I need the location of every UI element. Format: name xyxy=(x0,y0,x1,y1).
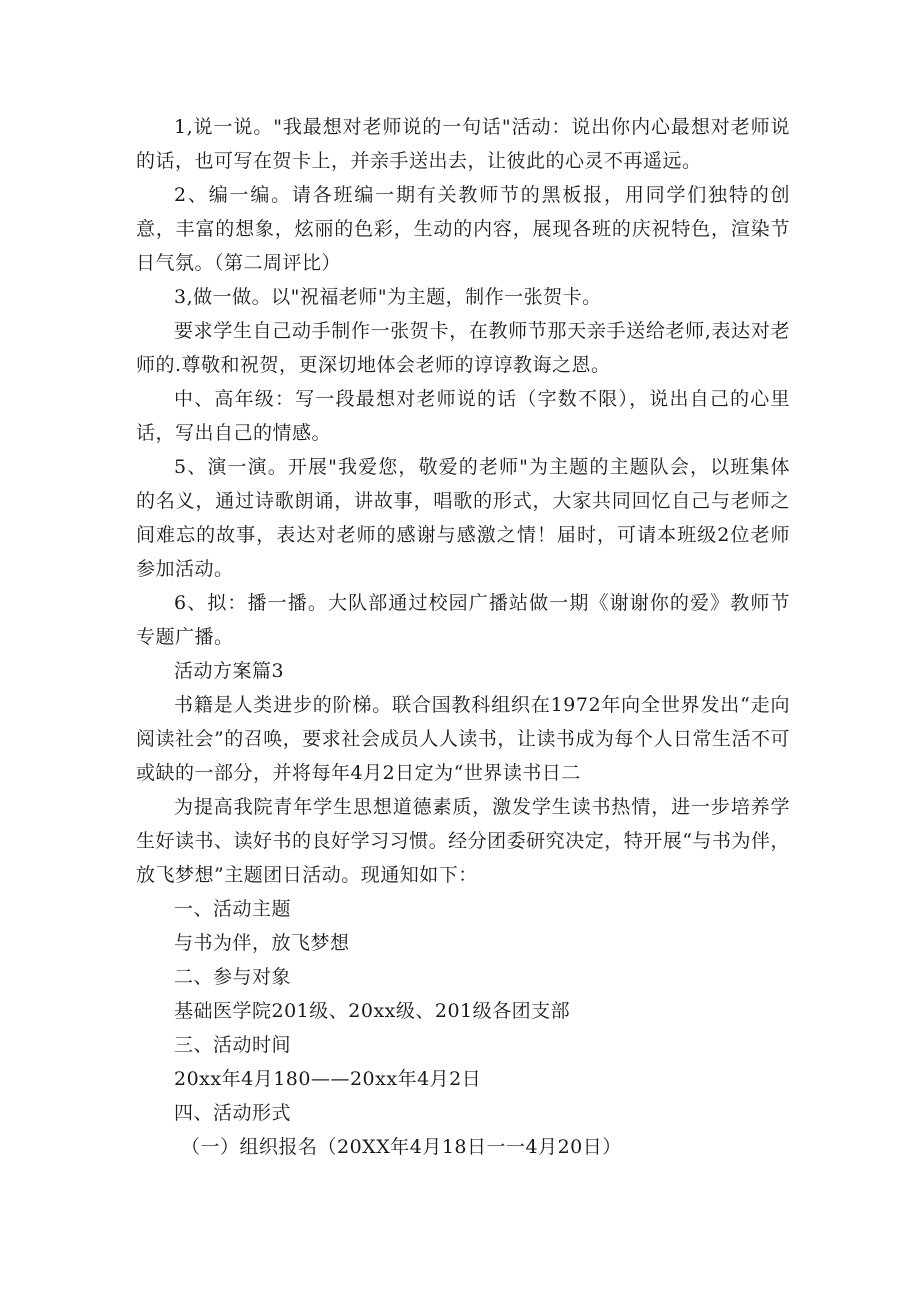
document-body xyxy=(136,110,790,1164)
paragraph-item-6: 6、拟：播一播。大队部通过校园广播站做一期《谢谢你的爱》教师节专题广播。 xyxy=(136,592,790,648)
participants-value: 基础医学院201级、20xx级、201级各团支部 xyxy=(174,1000,571,1022)
paragraph-requirement: 要求学生自己动手制作一张贺卡，在教师节那天亲手送给老师,表达对老师的.尊敬和祝贺，更深切地体会老师的谆谆教诲之恩。 xyxy=(136,320,790,376)
heading-activity-theme: 一、活动主题 xyxy=(174,898,292,920)
paragraph-senior-grade: 中、高年级：写一段最想对老师说的话（字数不限），说出自己的心里话，写出自己的情感。 xyxy=(136,388,790,444)
heading-activity-time: 三、活动时间 xyxy=(174,1034,292,1056)
paragraph-item-3: 3,做一做。以"祝福老师"为主题，制作一张贺卡。 xyxy=(174,286,602,308)
heading-participants: 二、参与对象 xyxy=(174,966,292,988)
paragraph-item-1: 1,说一说。"我最想对老师说的一句话"活动：说出你内心最想对老师说的话，也可写在贺卡上，并亲手送出去，让彼此的心灵不再遥远。 xyxy=(136,116,790,172)
paragraph-item-2: 2、编一编。请各班编一期有关教师节的黑板报，用同学们独特的创意，丰富的想象，炫丽的色彩，生动的内容，展现各班的庆祝特色，渲染节日气氛。（第二周评比） xyxy=(136,184,790,274)
paragraph-notice: 为提高我院青年学生思想道德素质，激发学生读书热情，进一步培养学生好读书、读好书的良好学习习惯。经分团委研究决定，特开展“与书为伴，放飞梦想”主题团日活动。现通知如下： xyxy=(136,796,790,886)
paragraph-item-5: 5、演一演。开展"我爱您，敬爱的老师"为主题的主题队会，以班集体的名义，通过诗歌朗诵，讲故事，唱歌的形式，大家共同回忆自己与老师之间难忘的故事，表达对老师的感谢与感激之情！届时，可请本班级2位老师参加活动。 xyxy=(136,456,790,580)
section-heading-plan-3: 活动方案篇3 xyxy=(174,660,285,682)
activity-theme-value: 与书为伴，放飞梦想 xyxy=(174,932,350,954)
paragraph-intro-reading: 书籍是人类进步的阶梯。联合国教科组织在1972年向全世界发出“走向阅读社会”的召唤，要求社会成员人人读书，让读书成为每个人日常生活不可或缺的一部分，并将每年4月2日定为“世界读书日二 xyxy=(136,694,790,784)
sub-item-registration: （一）组织报名（20XX年4月18日一一4月20日） xyxy=(181,1136,622,1158)
activity-time-value: 20xx年4月180——20xx年4月2日 xyxy=(174,1068,482,1090)
heading-activity-form: 四、活动形式 xyxy=(174,1102,292,1124)
